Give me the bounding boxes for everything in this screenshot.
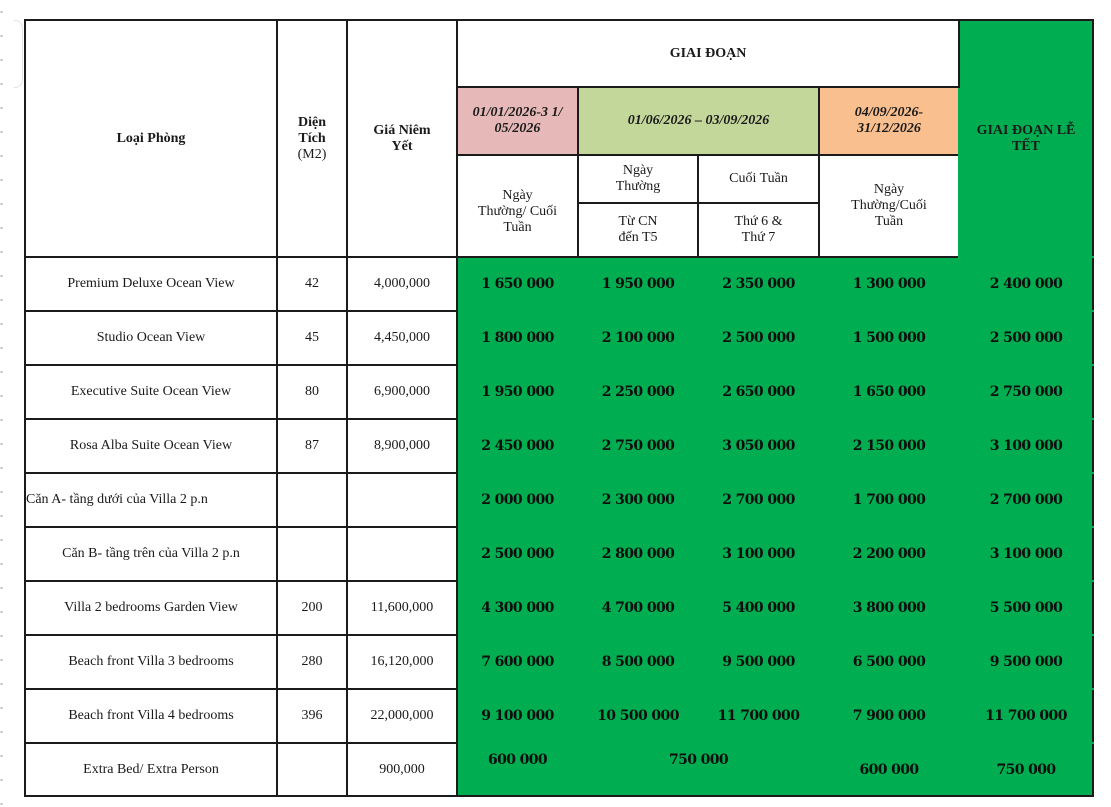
rate-period-2-weekday: 2 300 000 [578,473,698,527]
rate-period-2-weekday: 10 500 000 [578,689,698,743]
room-name: Beach front Villa 4 bedrooms [25,689,277,743]
header-holiday-label: GIAI ĐOẠN LỄ TẾT [976,122,1076,154]
rate-period-1: 600 000 [457,743,578,796]
rate-period-3: 1 500 000 [819,311,959,365]
header-area-unit: (M2) [297,146,327,162]
rate-period-1: 7 600 000 [457,635,578,689]
rate-period-3: 1 650 000 [819,365,959,419]
table-row [25,419,1093,473]
table-row [25,473,1093,527]
comment-bracket [14,20,23,88]
rate-holiday: 2 700 000 [959,473,1093,527]
period-2-weekend-days [698,203,819,257]
room-name: Beach front Villa 3 bedrooms [25,635,277,689]
rate-holiday: 2 500 000 [959,311,1093,365]
rate-period-3: 1 700 000 [819,473,959,527]
room-name: Executive Suite Ocean View [25,365,277,419]
rate-period-1: 2 000 000 [457,473,578,527]
table-row [25,257,1093,311]
rate-period-1: 1 950 000 [457,365,578,419]
rate-period-2-weekday: 4 700 000 [578,581,698,635]
listed-price [347,527,457,581]
rate-period-1: 2 450 000 [457,419,578,473]
rate-period-2-weekday: 2 250 000 [578,365,698,419]
period-1-sub-all [457,155,578,257]
header-period-group: GIAI ĐOẠN [457,20,959,87]
rate-holiday: 750 000 [959,743,1093,796]
room-area: 80 [277,365,347,419]
rate-period-2-weekend: 11 700 000 [698,689,819,743]
rate-period-3: 2 200 000 [819,527,959,581]
room-area [277,743,347,796]
room-name: Premium Deluxe Ocean View [25,257,277,311]
header-area [277,20,347,257]
header-area-label: Diện Tích [298,114,326,146]
table-row [25,527,1093,581]
rate-period-1: 9 100 000 [457,689,578,743]
room-area: 42 [277,257,347,311]
rate-period-2-weekday: 2 750 000 [578,419,698,473]
room-area: 200 [277,581,347,635]
rate-period-2-weekend: 2 350 000 [698,257,819,311]
rate-period-2-weekday: 2 100 000 [578,311,698,365]
rate-holiday: 2 400 000 [959,257,1093,311]
table-row [25,311,1093,365]
room-name: Studio Ocean View [25,311,277,365]
room-name: Căn B- tầng trên của Villa 2 p.n [25,527,277,581]
rate-period-2-weekday: 8 500 000 [578,635,698,689]
table-row [25,365,1093,419]
room-name: Căn A- tầng dưới của Villa 2 p.n [25,473,277,527]
room-name: Villa 2 bedrooms Garden View [25,581,277,635]
room-name: Rosa Alba Suite Ocean View [25,419,277,473]
period-1-header [457,87,578,155]
rate-period-2-weekend: 9 500 000 [698,635,819,689]
header-listed-price [347,20,457,257]
listed-price: 6,900,000 [347,365,457,419]
rate-period-2-weekday: 1 950 000 [578,257,698,311]
period-2-weekday-days [578,203,698,257]
table-row [25,581,1093,635]
period-1-label: 01/01/2026-3 1/05/2026 [472,105,563,136]
period-2-header: 01/06/2026 – 03/09/2026 [578,87,819,155]
rate-period-2-weekend: 2 700 000 [698,473,819,527]
listed-price: 4,000,000 [347,257,457,311]
period-3-sub-label: Ngày Thường/Cuối Tuần [851,182,927,229]
room-area: 396 [277,689,347,743]
rate-period-3: 600 000 [819,743,959,796]
rate-period-1: 1 650 000 [457,257,578,311]
rate-period-2-weekend: 3 050 000 [698,419,819,473]
period-1-sub-label: Ngày Thường/ Cuối Tuần [477,188,558,235]
rate-period-2-weekday: 2 800 000 [578,527,698,581]
page-margin-dots [0,0,3,807]
rate-holiday: 3 100 000 [959,527,1093,581]
listed-price: 4,450,000 [347,311,457,365]
listed-price: 900,000 [347,743,457,796]
table-row [25,689,1093,743]
rate-period-2: 750 000 [578,743,819,796]
rate-holiday: 9 500 000 [959,635,1093,689]
rate-holiday: 3 100 000 [959,419,1093,473]
rate-period-3: 3 800 000 [819,581,959,635]
room-area [277,527,347,581]
rate-holiday: 5 500 000 [959,581,1093,635]
rate-period-1: 1 800 000 [457,311,578,365]
period-2-weekday-label: Ngày Thường [615,163,661,194]
rate-period-3: 6 500 000 [819,635,959,689]
listed-price: 16,120,000 [347,635,457,689]
rate-period-2-weekend: 2 650 000 [698,365,819,419]
room-area [277,473,347,527]
room-rate-table [24,19,1094,797]
rate-period-3: 2 150 000 [819,419,959,473]
listed-price: 8,900,000 [347,419,457,473]
rate-period-3: 1 300 000 [819,257,959,311]
rate-period-1: 4 300 000 [457,581,578,635]
rate-period-3: 7 900 000 [819,689,959,743]
room-name: Extra Bed/ Extra Person [25,743,277,796]
period-2-sub-weekday [578,155,698,203]
table-body [25,257,1093,743]
rate-period-2-weekend: 2 500 000 [698,311,819,365]
listed-price: 22,000,000 [347,689,457,743]
table-row-extra [25,743,1093,796]
room-area: 280 [277,635,347,689]
header-listed-price-label: Giá Niêm Yết [373,122,431,154]
header-room-type: Loại Phòng [25,20,277,257]
rate-holiday: 11 700 000 [959,689,1093,743]
period-2-weekend-days-label: Thứ 6 & Thứ 7 [734,214,783,245]
period-3-sub-all [819,155,959,257]
rate-period-1: 2 500 000 [457,527,578,581]
table-row [25,635,1093,689]
listed-price: 11,600,000 [347,581,457,635]
period-3-header [819,87,959,155]
period-3-label: 04/09/2026- 31/12/2026 [854,105,924,136]
listed-price [347,473,457,527]
header-holiday-period [959,20,1093,257]
period-2-sub-weekend: Cuối Tuần [698,155,819,203]
period-2-weekday-days-label: Từ CN đến T5 [618,214,658,245]
rate-period-2-weekend: 3 100 000 [698,527,819,581]
room-area: 45 [277,311,347,365]
rate-period-2-weekend: 5 400 000 [698,581,819,635]
rate-holiday: 2 750 000 [959,365,1093,419]
room-area: 87 [277,419,347,473]
